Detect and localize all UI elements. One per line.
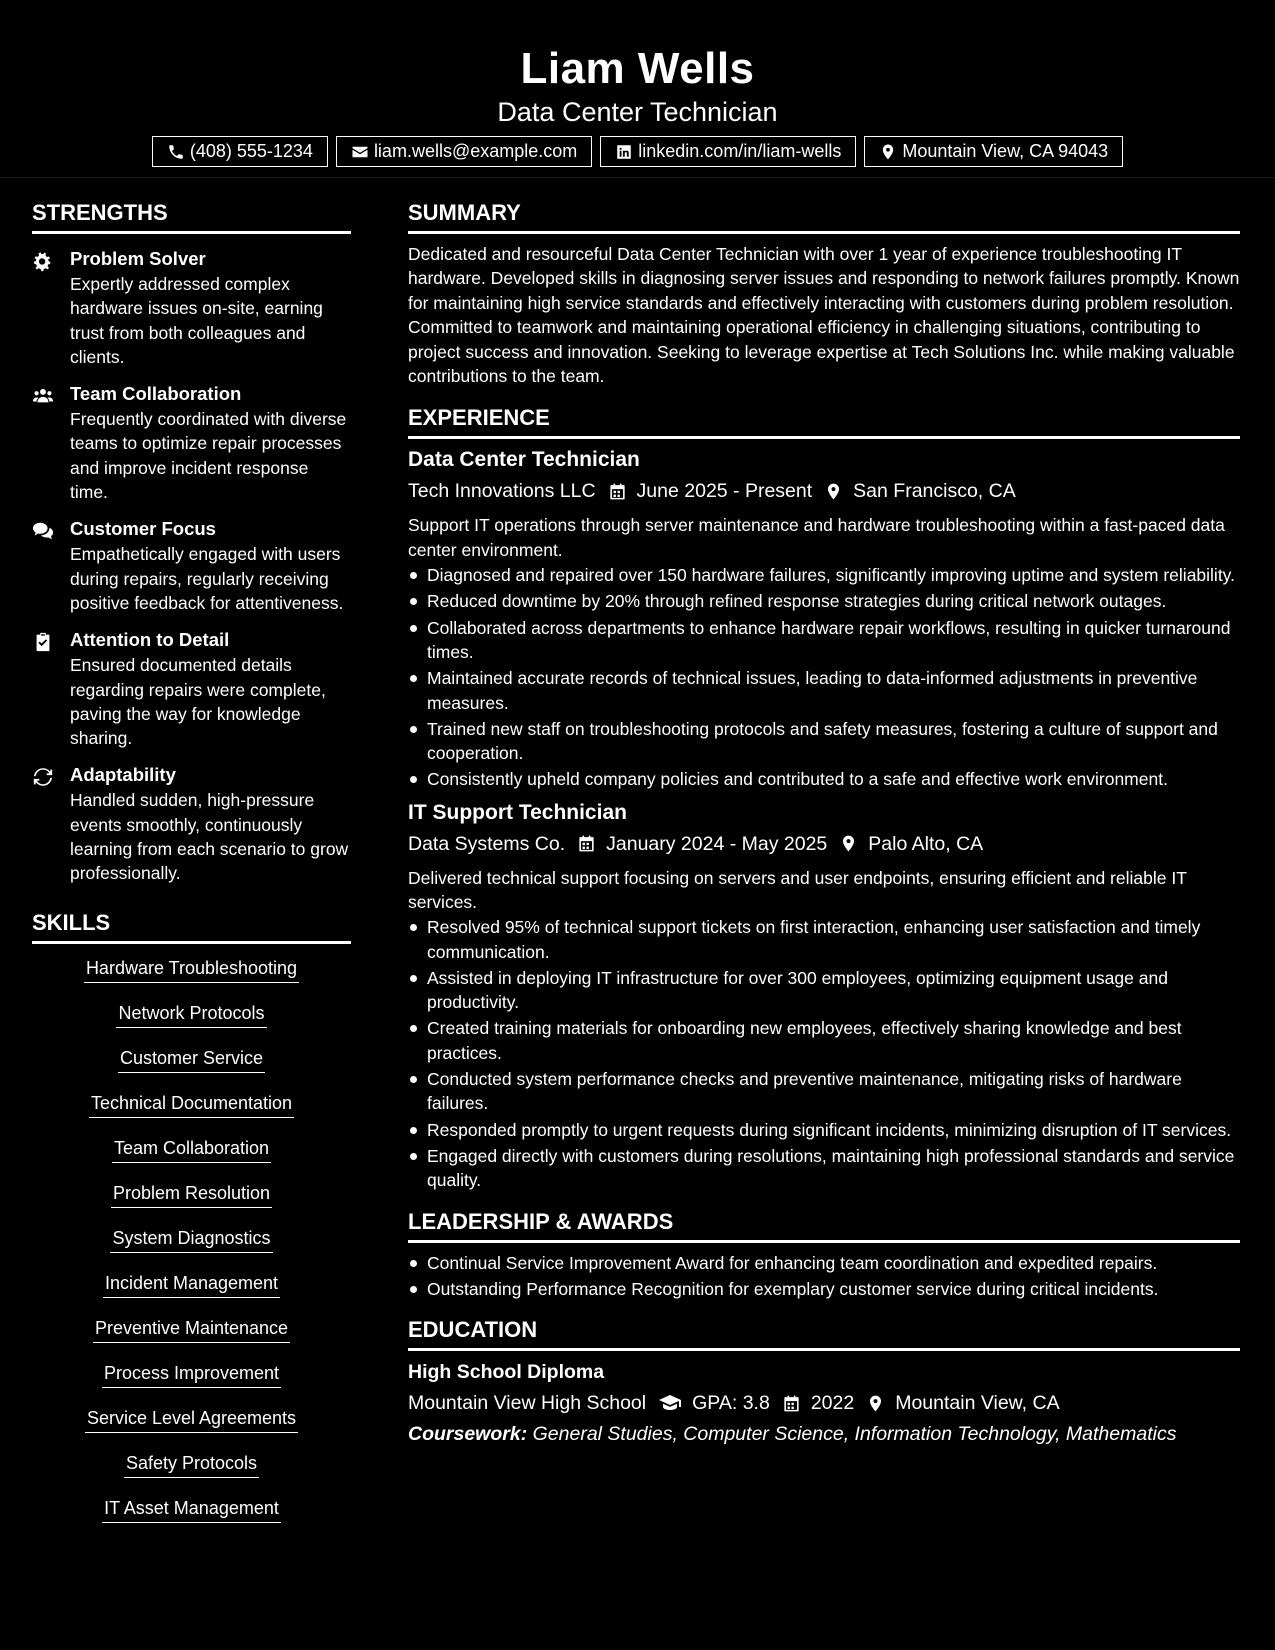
strength-item: [32, 246, 351, 369]
contact-email[interactable]: [336, 136, 592, 167]
job-bullet: Engaged directly with customers during resolutions, maintaining high professional standards and service quality.: [408, 1144, 1240, 1193]
job-description: Delivered technical support focusing on servers and user endpoints, ensuring efficient and reliable IT services.: [408, 867, 1187, 912]
job-description: Support IT operations through server maintenance and hardware troubleshooting within a fast-paced data center environment.: [408, 515, 1225, 560]
contact-location-text: Mountain View, CA 94043: [902, 141, 1109, 161]
summary-text: Dedicated and resourceful Data Center Technician with over 1 year of experience troubleshooting IT hardware. Developed skills in diagnosing server issues and responding to network failures promptly. Known for maintaining high service standards and effectively interacting with customers during problem resolution. Committed to teamwork and maintaining operational efficiency in challenging situations, contributing to project success and innovation. Seeking to leverage expertise at Tech Solutions Inc. while making valuable contributions to the team.: [408, 244, 1240, 387]
map-pin-icon: [839, 834, 858, 853]
skill-tag: Preventive Maintenance: [93, 1316, 290, 1343]
strength-item: [32, 381, 351, 504]
job-location: San Francisco, CA: [853, 480, 1016, 503]
resume-header: [0, 0, 1275, 178]
skills-list: [32, 956, 351, 1541]
map-pin-icon: [824, 482, 843, 501]
contact-email-text: liam.wells@example.com: [373, 141, 578, 161]
right-column: [408, 196, 1240, 1449]
job-bullet: Diagnosed and repaired over 150 hardware failures, significantly improving uptime and system reliability.: [408, 563, 1240, 587]
job-title: IT Support Technician: [408, 800, 627, 824]
job-company: Tech Innovations LLC: [408, 480, 596, 503]
experience-heading: EXPERIENCE: [408, 401, 1240, 439]
skill-tag: Problem Resolution: [111, 1181, 272, 1208]
education-degree: High School Diploma: [408, 1361, 605, 1384]
candidate-name: Liam Wells: [520, 44, 755, 93]
summary-heading: SUMMARY: [408, 196, 1240, 234]
job-location: Palo Alto, CA: [868, 832, 984, 855]
contact-location[interactable]: [864, 136, 1123, 167]
skill-tag: IT Asset Management: [102, 1496, 281, 1523]
job-bullet: Responded promptly to urgent requests during significant incidents, minimizing disruption of IT services.: [408, 1118, 1240, 1142]
contact-bar: [0, 136, 1275, 167]
strength-name: Problem Solver: [70, 248, 206, 269]
job-meta: [408, 475, 1240, 507]
gears-icon: [32, 250, 54, 272]
job-bullets: [408, 915, 1240, 1192]
skill-tag: Incident Management: [103, 1271, 280, 1298]
education-heading: EDUCATION: [408, 1313, 1240, 1351]
left-column: [32, 196, 351, 1541]
award-item: Outstanding Performance Recognition for exemplary customer service during critical incidents.: [408, 1277, 1240, 1301]
job-bullet: Created training materials for onboarding new employees, effectively sharing knowledge and best practices.: [408, 1016, 1240, 1065]
map-pin-icon: [879, 143, 897, 161]
coursework-label: Coursework:: [408, 1423, 528, 1446]
strength-desc: Expertly addressed complex hardware issues on-site, earning trust from both colleagues and clients.: [70, 274, 323, 367]
phone-icon: [167, 143, 185, 161]
comments-icon: [32, 520, 54, 542]
job-bullet: Maintained accurate records of technical issues, leading to data-informed adjustments in preventive measures.: [408, 666, 1240, 715]
skill-tag: Safety Protocols: [124, 1451, 259, 1478]
skill-tag: Service Level Agreements: [85, 1406, 298, 1433]
strength-desc: Ensured documented details regarding repairs were complete, paving the way for knowledge sharing.: [70, 655, 326, 749]
clipboard-check-icon: [32, 631, 54, 653]
skill-tag: Network Protocols: [116, 1001, 266, 1028]
award-item: Continual Service Improvement Award for enhancing team coordination and expedited repairs.: [408, 1251, 1240, 1275]
job-entry: [408, 798, 1240, 1193]
envelope-icon: [351, 143, 369, 161]
skill-tag: Hardware Troubleshooting: [84, 956, 299, 983]
strength-desc: Empathetically engaged with users during repairs, regularly receiving positive feedback for attentiveness.: [70, 544, 344, 613]
education-meta: [408, 1387, 1240, 1419]
contact-linkedin-text: linkedin.com/in/liam-wells: [638, 141, 842, 161]
calendar-icon: [608, 482, 627, 501]
education-school: Mountain View High School: [408, 1392, 647, 1415]
job-company: Data Systems Co.: [408, 832, 566, 855]
strength-name: Attention to Detail: [70, 629, 230, 651]
calendar-icon: [782, 1394, 801, 1413]
skill-tag: Process Improvement: [102, 1361, 281, 1388]
skills-heading: SKILLS: [32, 906, 351, 944]
job-bullets: [408, 563, 1240, 792]
job-bullet: Trained new staff on troubleshooting protocols and safety measures, fostering a culture of support and cooperation.: [408, 717, 1240, 766]
job-title: Data Center Technician: [408, 448, 640, 472]
strength-name: Team Collaboration: [70, 383, 242, 405]
job-meta: [408, 828, 1240, 860]
candidate-title: Data Center Technician: [497, 97, 778, 127]
strength-name: Adaptability: [70, 764, 176, 786]
skill-tag: Technical Documentation: [89, 1091, 294, 1118]
job-dates: June 2025 - Present: [636, 480, 813, 503]
education-coursework: [408, 1419, 1240, 1449]
sync-icon: [32, 766, 54, 788]
education-gpa: GPA: 3.8: [692, 1392, 770, 1415]
linkedin-icon: [615, 143, 633, 161]
graduation-cap-icon: [658, 1391, 682, 1415]
strength-item: [32, 762, 351, 885]
strength-item: [32, 516, 351, 615]
skill-tag: System Diagnostics: [110, 1226, 272, 1253]
calendar-icon: [577, 834, 596, 853]
contact-phone-text: (408) 555-1234: [189, 141, 313, 161]
awards-list: [408, 1251, 1240, 1302]
strength-item: [32, 627, 351, 750]
education-location: Mountain View, CA: [895, 1392, 1060, 1415]
users-icon: [32, 385, 54, 407]
job-dates: January 2024 - May 2025: [606, 832, 828, 855]
job-bullet: Conducted system performance checks and preventive maintenance, mitigating risks of hardware failures.: [408, 1067, 1240, 1116]
strength-desc: Frequently coordinated with diverse teams to optimize repair processes and improve incident response time.: [70, 409, 347, 503]
awards-heading: LEADERSHIP & AWARDS: [408, 1205, 1240, 1243]
job-entry: [408, 445, 1240, 791]
strengths-heading: STRENGTHS: [32, 196, 351, 234]
education-year: 2022: [810, 1392, 855, 1415]
skill-tag: Team Collaboration: [112, 1136, 271, 1163]
skill-tag: Customer Service: [118, 1046, 265, 1073]
job-bullet: Assisted in deploying IT infrastructure for over 300 employees, optimizing equipment usage and productivity.: [408, 966, 1240, 1015]
contact-linkedin[interactable]: [600, 136, 856, 167]
coursework-list: General Studies, Computer Science, Information Technology, Mathematics: [532, 1423, 1177, 1446]
contact-phone[interactable]: [152, 136, 328, 167]
job-bullet: Resolved 95% of technical support tickets on first interaction, enhancing user satisfaction and timely communication.: [408, 915, 1240, 964]
job-bullet: Consistently upheld company policies and contributed to a safe and effective work environment.: [408, 767, 1240, 791]
job-bullet: Reduced downtime by 20% through refined response strategies during critical network outages.: [408, 589, 1240, 613]
strength-name: Customer Focus: [70, 518, 216, 540]
strength-desc: Handled sudden, high-pressure events smoothly, continuously learning from each scenario to grow professionally.: [70, 790, 349, 884]
job-bullet: Collaborated across departments to enhance hardware repair workflows, resulting in quicker turnaround times.: [408, 616, 1240, 665]
map-pin-icon: [866, 1394, 885, 1413]
